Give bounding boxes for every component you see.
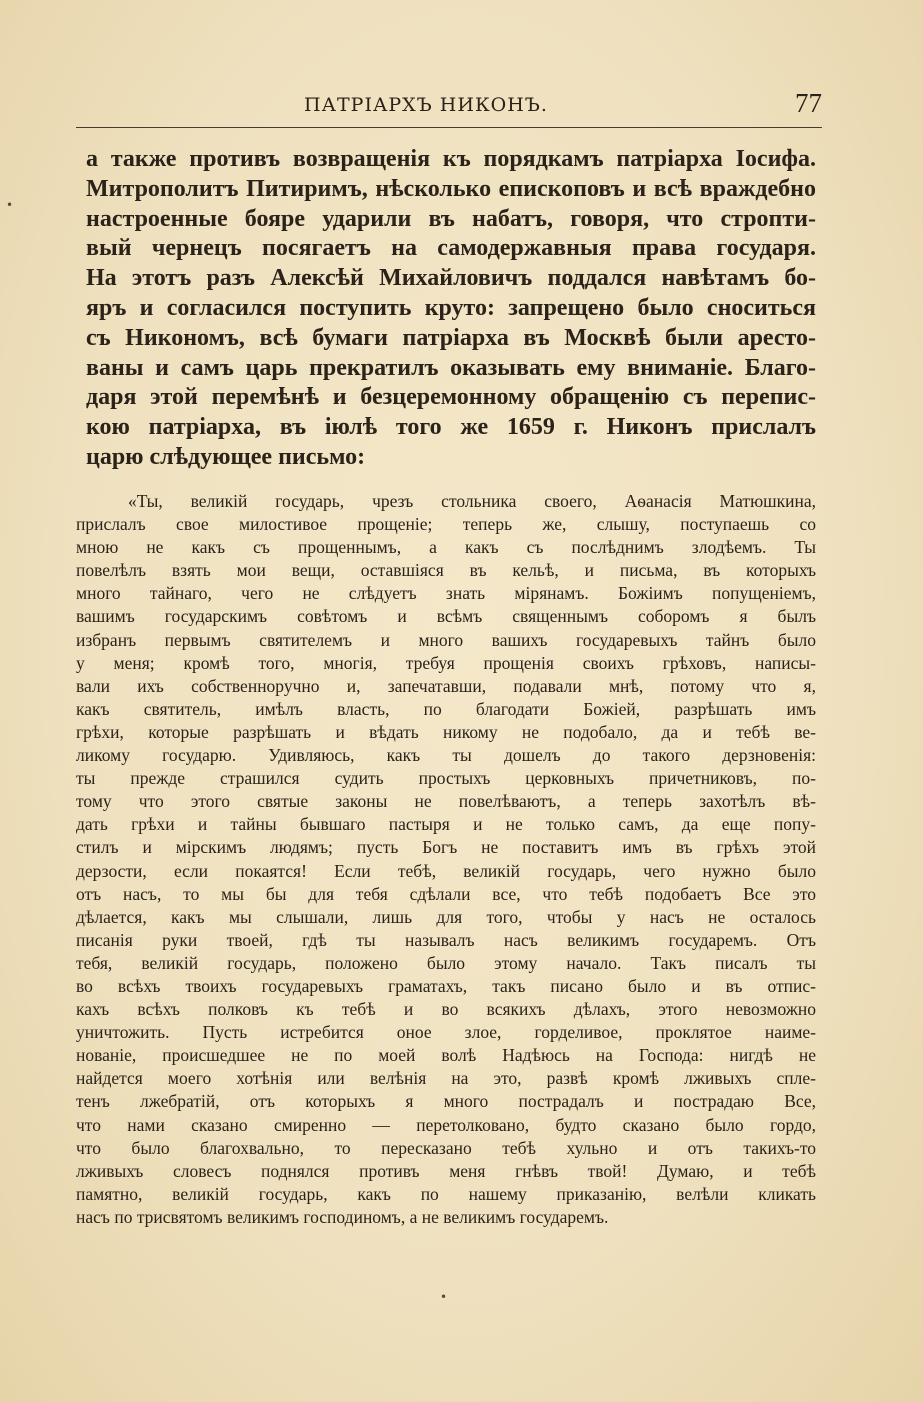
quote-line: много тайнаго, чего не слѣдуетъ знать мірянамъ. Божіимъ попущеніемъ, — [76, 583, 816, 604]
bottom-speck: • — [440, 1290, 448, 1304]
quote-line: ликому государю. Удивляюсь, какъ ты дошелъ до такого дерзновенія: — [76, 745, 816, 766]
text-line: яръ и согласился поступить круто: запрещено было сноситься — [86, 294, 816, 321]
text-line: вый чернецъ посягаетъ на самодержавныя права государя. — [86, 235, 816, 262]
quote-line: лживыхъ словесъ поднялся противъ меня гнѣвъ твой! Думаю, и тебѣ — [76, 1160, 816, 1181]
main-paragraph — [86, 145, 816, 473]
quote-line: избранъ первымъ святителемъ и много вашихъ государевыхъ тайнъ было — [76, 629, 816, 650]
quote-line: дѣлается, какъ мы слышали, лишь для того, чтобы у насъ не осталось — [76, 906, 816, 927]
quote-line: памятно, великій государь, какъ по нашему приказанію, велѣли кликать — [76, 1183, 816, 1204]
page-number: 77 — [795, 88, 822, 118]
running-head: ПАТРІАРХЪ НИКОНЪ. — [304, 94, 548, 116]
quote-line: вашимъ государскимъ совѣтомъ и всѣмъ священнымъ соборомъ я былъ — [76, 606, 816, 627]
quote-line: дерзости, если покаятся! Если тебѣ, великій государь, чего нужно было — [76, 860, 816, 881]
quote-line: «Ты, великій государь, чрезъ стольника своего, Аѳанасія Матюшкина, — [128, 491, 816, 511]
letter-quote — [76, 490, 816, 1229]
text-line: съ Никономъ, всѣ бумаги патріарха въ Москвѣ были аресто- — [86, 324, 816, 351]
page-header — [76, 88, 822, 124]
quote-line: повелѣлъ взять мои вещи, оставшіяся въ кельѣ, и письма, въ которыхъ — [76, 560, 816, 581]
quote-line: отъ насъ, то мы бы для тебя сдѣлали все, что тебѣ подобаетъ Все это — [76, 883, 816, 904]
text-line: ваны и самъ царь прекратилъ оказывать ему вниманіе. Благо- — [86, 354, 816, 381]
quote-line: грѣхи, которые разрѣшать и вѣдать никому не подобало, да и тебѣ ве- — [76, 721, 816, 742]
quote-line: вали ихъ собственноручно и, запечатавши, подавали мнѣ, потому что я, — [76, 675, 816, 696]
text-line: На этотъ разъ Алексѣй Михайловичъ поддался навѣтамъ бо- — [86, 265, 816, 292]
quote-line: что нами сказано смиренно — перетолковано, будто сказано было гордо, — [76, 1114, 816, 1135]
quote-line: дать грѣхи и тайны бывшаго пастыря и не только самъ, да еще попу- — [76, 814, 816, 835]
text-line: царю слѣдующее письмо: — [86, 443, 366, 470]
quote-line: ты прежде страшился судить простыхъ церковныхъ причетниковъ, по- — [76, 768, 816, 789]
quote-line: какъ святитель, имѣлъ власть, по благодати Божіей, разрѣшать имъ — [76, 698, 816, 719]
text-line: настроенные бояре ударили въ набатъ, говоря, что стропти- — [86, 205, 816, 232]
quote-line: тому что этого святые законы не повелѣваютъ, а теперь захотѣлъ вѣ- — [76, 791, 816, 812]
quote-line: во всѣхъ твоихъ государевыхъ граматахъ, такъ писано было и въ отпис- — [76, 975, 816, 996]
quote-line: насъ по трисвятомъ великимъ господиномъ, а не великимъ государемъ. — [76, 1206, 609, 1227]
quote-line: уничтожить. Пусть истребится оное злое, горделивое, проклятое наиме- — [76, 1022, 816, 1043]
quote-line: найдется моего хотѣнія или велѣнія на это, развѣ кромѣ лживыхъ спле- — [76, 1068, 816, 1089]
quote-line: писанія руки твоей, гдѣ ты называлъ насъ великимъ государемъ. Отъ — [76, 929, 816, 950]
quote-line: нованіе, происшедшее не по моей волѣ Надѣюсь на Господа: нигдѣ не — [76, 1045, 816, 1066]
quote-line: стилъ и мірскимъ людямъ; пусть Богъ не поставитъ имъ въ грѣхъ этой — [76, 837, 816, 858]
quote-line: тебя, великій государь, положено было этому начало. Такъ писалъ ты — [76, 952, 816, 973]
header-rule — [76, 127, 822, 128]
margin-speck: • — [6, 198, 14, 212]
text-line: кою патріарха, въ іюлѣ того же 1659 г. Никонъ прислалъ — [86, 414, 816, 441]
quote-line: мною не какъ съ прощеннымъ, а какъ съ послѣднимъ злодѣемъ. Ты — [76, 537, 816, 558]
quote-line: тенъ лжебратій, отъ которыхъ я много пострадалъ и пострадаю Все, — [76, 1091, 816, 1112]
quote-line: что было благохвально, то пересказано тебѣ хульно и отъ такихъ-то — [76, 1137, 816, 1158]
text-line: даря этой перемѣнѣ и безцеремонному обращенію съ перепис- — [86, 384, 816, 411]
text-line: а также противъ возвращенія къ порядкамъ патріарха Іосифа. — [86, 146, 816, 172]
quote-line: у меня; кромѣ того, многія, требуя прощенія своихъ грѣховъ, написы- — [76, 652, 816, 673]
quote-line: кахъ всѣхъ полковъ къ тебѣ и во всякихъ дѣлахъ, этого невозможно — [76, 999, 816, 1020]
quote-line: прислалъ свое милостивое прощеніе; теперь же, слышу, поступаешь со — [76, 514, 816, 535]
text-line: Митрополитъ Питиримъ, нѣсколько епископовъ и всѣ враждебно — [86, 175, 816, 202]
